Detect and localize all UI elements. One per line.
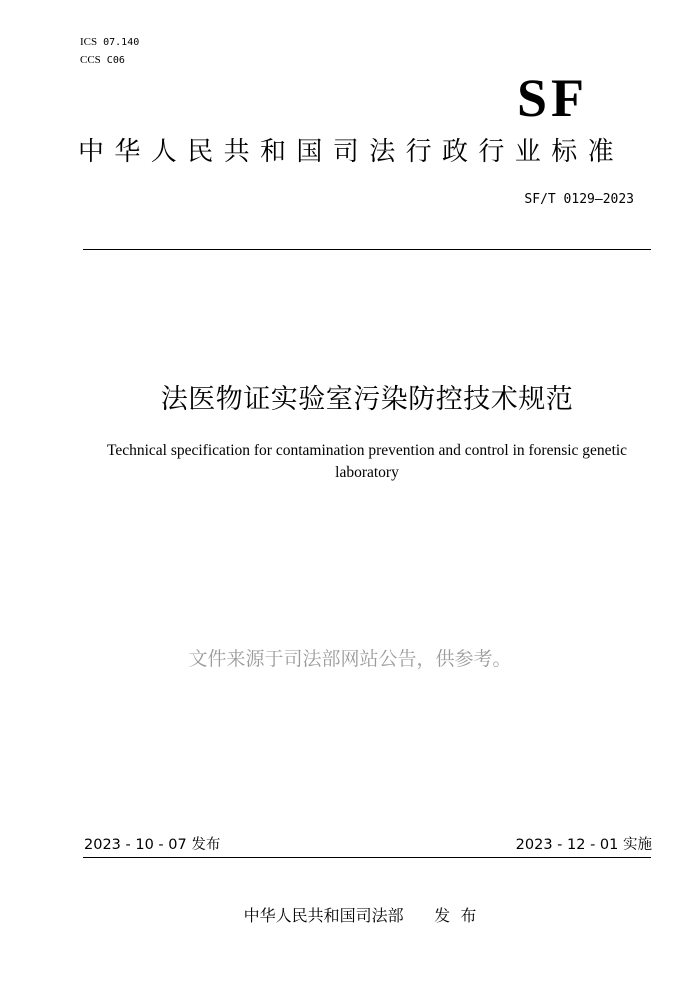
ccs-code: C06: [106, 55, 125, 66]
publisher: 中华人民共和国司法部 发 布: [243, 906, 477, 925]
footer-divider: [83, 857, 651, 858]
title-en-line-1: Technical specification for contamination prevention and control in forensic genetic: [106, 442, 628, 459]
header-divider: [83, 249, 651, 250]
sf-logo: SF: [517, 68, 589, 128]
ics-classification: [80, 34, 139, 51]
document-title-cn: 法医物证实验室污染防控技术规范: [160, 384, 574, 415]
title-en-line-2: laboratory: [335, 464, 399, 481]
ics-label: ICS: [80, 36, 98, 48]
ics-code: 07.140: [103, 37, 140, 48]
ccs-classification: [80, 52, 125, 69]
issuer-title: 中华人民共和国司法行政行业标准: [78, 137, 625, 167]
document-title-en: [80, 440, 654, 484]
ccs-label: CCS: [80, 54, 101, 66]
standard-number: SF/T 0129—2023: [524, 192, 634, 207]
release-date: 2023 - 10 - 07 发布: [84, 837, 221, 853]
source-notice-watermark: 文件来源于司法部网站公告，供参考。: [188, 648, 512, 670]
implementation-date: 2023 - 12 - 01 实施: [515, 837, 652, 853]
